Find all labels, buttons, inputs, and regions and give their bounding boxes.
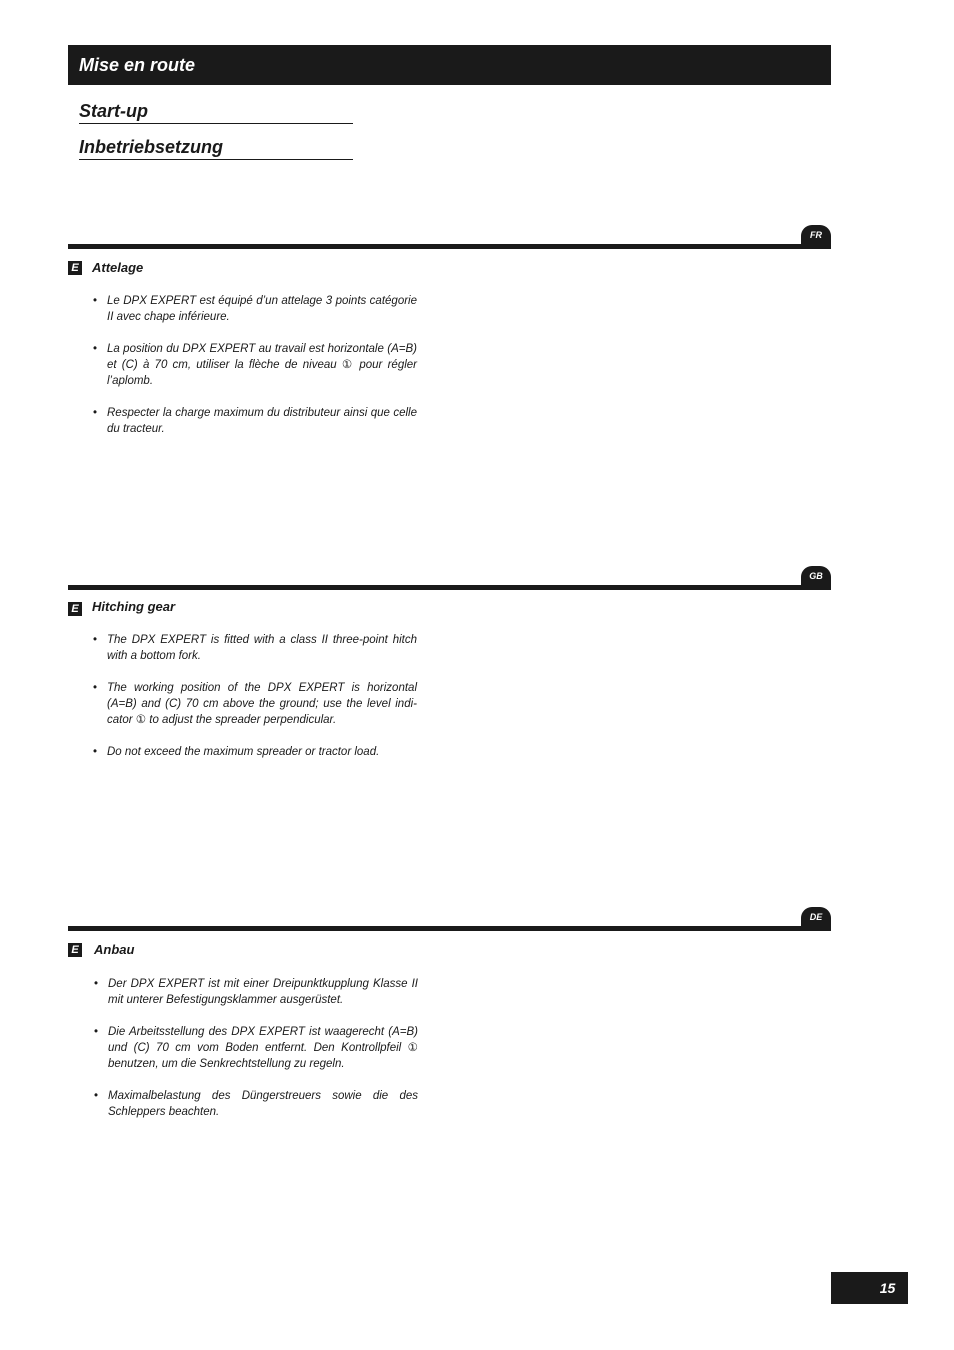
bullet-list-de	[94, 976, 418, 1136]
section-heading-fr: Attelage	[92, 260, 144, 275]
bullet-icon: •	[93, 295, 98, 307]
list-item: • Respecter la charge maximum du distributeur ainsi que celle du tracteur.	[93, 407, 417, 435]
section-badge-gb: E	[68, 602, 82, 616]
list-item: • Der DPX EXPERT ist mit einer Dreipunktkupplung Klasse II mit unterer Befestigungsklammer ausgerüstet.	[94, 978, 418, 1006]
list-item: • The DPX EXPERT is fitted with a class II three-point hitch with a bottom fork.	[93, 634, 417, 662]
bullet-icon: •	[94, 978, 99, 990]
lang-tab-gb: GB	[801, 566, 831, 588]
section-rule-de	[68, 926, 831, 931]
bullet-icon: •	[93, 746, 98, 758]
section-heading-de: Anbau	[94, 942, 135, 957]
section-badge-fr: E	[68, 261, 82, 275]
list-item: • The working position of the DPX EXPERT is horizontal (A=B) and (C) 70 cm above the ground; use the level indicator ① to adjust the spreader perpendicular.	[93, 682, 417, 726]
section-rule-gb	[68, 585, 831, 590]
bullet-icon: •	[94, 1090, 99, 1102]
subtitle-inbetriebsetzung: Inbetriebsetzung	[79, 136, 353, 160]
list-item: • Die Arbeitsstellung des DPX EXPERT ist waagerecht (A=B) und (C) 70 cm vom Boden entfernt. Den Kontrollpfeil ① benutzen, um die Senkrechtstellung zu regeln.	[94, 1026, 418, 1070]
section-rule-fr	[68, 244, 831, 249]
bullet-icon: •	[93, 407, 98, 419]
lang-tab-fr: FR	[801, 225, 831, 247]
bullet-list-gb	[93, 632, 417, 776]
page-title: Mise en route	[79, 55, 196, 75]
bullet-icon: •	[94, 1026, 99, 1038]
bullet-icon: •	[93, 634, 98, 646]
list-item: • Le DPX EXPERT est équipé d’un attelage 3 points catégorie II avec chape inférieure.	[93, 295, 417, 323]
lang-tab-de: DE	[801, 907, 831, 929]
bullet-list-fr	[93, 293, 417, 453]
list-item: • Do not exceed the maximum spreader or tractor load.	[93, 746, 380, 758]
list-item: • La position du DPX EXPERT au travail est horizontale (A=B) et (C) à 70 cm, utiliser la flèche de niveau ① pour régler l’aplomb.	[93, 343, 417, 387]
section-badge-de: E	[68, 943, 82, 957]
page-title-bar	[68, 45, 831, 85]
bullet-icon: •	[93, 682, 98, 694]
subtitle-start-up: Start-up	[79, 100, 353, 124]
page-number: 15	[831, 1272, 908, 1304]
list-item: • Maximalbelastung des Düngerstreuers sowie die des Schleppers beachten.	[94, 1090, 418, 1118]
section-heading-gb: Hitching gear	[92, 599, 176, 614]
bullet-icon: •	[93, 343, 98, 355]
